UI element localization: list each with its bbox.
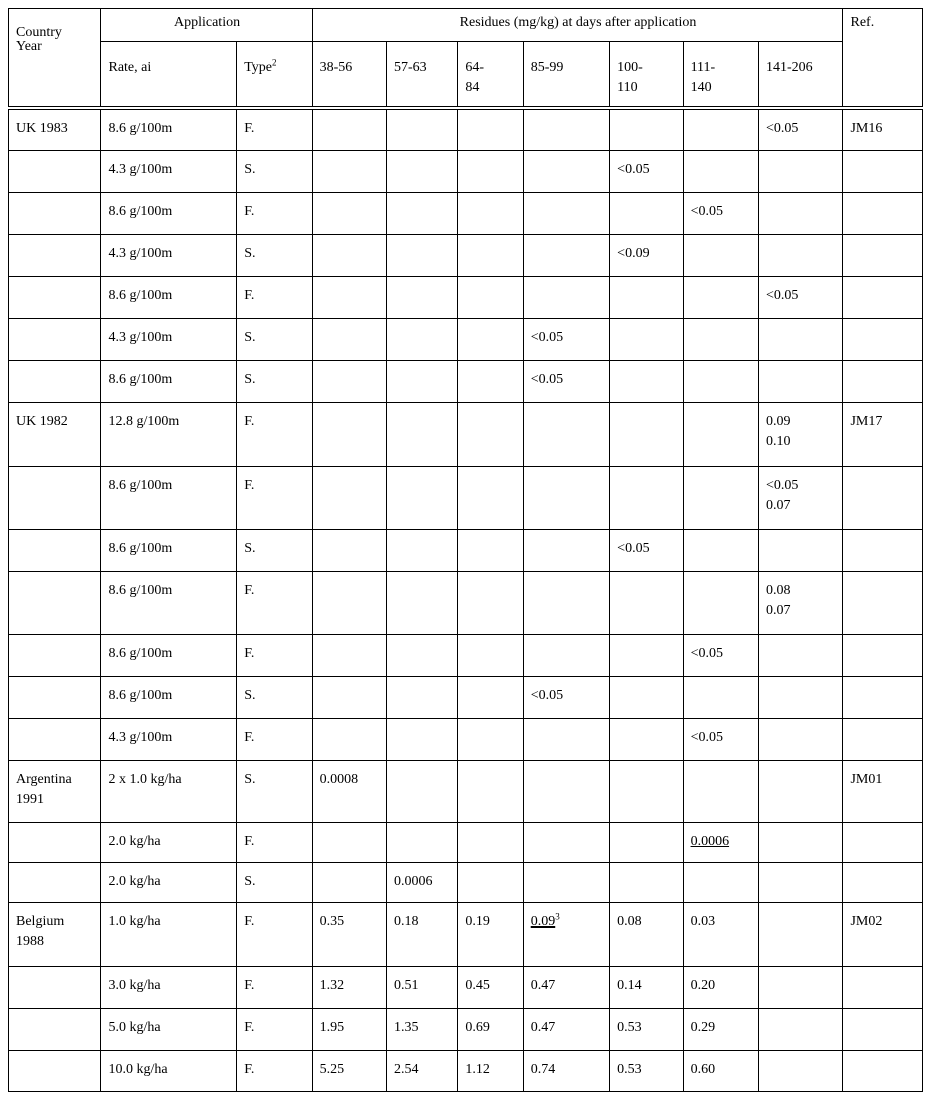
header-days-4: 100- 110 xyxy=(610,42,683,109)
cell-rate: 8.6 g/100m xyxy=(101,571,237,634)
cell-rate: 4.3 g/100m xyxy=(101,718,237,760)
cell-residue-100-110: 0.14 xyxy=(610,966,683,1008)
cell-rate: 12.8 g/100m xyxy=(101,402,237,466)
table-row xyxy=(9,150,923,192)
cell-residue-141-206 xyxy=(758,718,843,760)
cell-residue-85-99: 0.09$^3$ xyxy=(523,902,609,966)
cell-residue-100-110: <0.05 xyxy=(610,150,683,192)
cell-residue-100-110 xyxy=(610,571,683,634)
cell-residue-111-140 xyxy=(683,276,758,318)
table-row xyxy=(9,676,923,718)
cell-residue-100-110 xyxy=(610,276,683,318)
cell-residue-85-99 xyxy=(523,862,609,902)
cell-residue-38-56 xyxy=(312,676,386,718)
table-row xyxy=(9,234,923,276)
cell-residue-100-110 xyxy=(610,192,683,234)
cell-residue-100-110 xyxy=(610,634,683,676)
table-body xyxy=(9,108,923,1091)
cell-rate: 8.6 g/100m xyxy=(101,634,237,676)
cell-residue-85-99: <0.05 xyxy=(523,360,609,402)
cell-residue-38-56 xyxy=(312,529,386,571)
table-row xyxy=(9,318,923,360)
cell-residue-64-84 xyxy=(458,150,523,192)
cell-residue-57-63 xyxy=(387,571,458,634)
cell-type: S. xyxy=(237,862,312,902)
cell-ref xyxy=(843,822,923,862)
cell-type: S. xyxy=(237,529,312,571)
cell-type: F. xyxy=(237,966,312,1008)
header-days-1: 57-63 xyxy=(387,42,458,109)
cell-residue-57-63 xyxy=(387,760,458,822)
cell-ref xyxy=(843,1050,923,1091)
cell-rate: 2.0 kg/ha xyxy=(101,862,237,902)
cell-ref xyxy=(843,718,923,760)
header-residues: Residues (mg/kg) at days after application xyxy=(312,9,843,42)
header-type: Type$^2$ xyxy=(237,42,312,109)
cell-residue-141-206: 0.09 0.10 xyxy=(758,402,843,466)
cell-country-year: Belgium 1988 xyxy=(9,902,101,966)
cell-rate: 8.6 g/100m xyxy=(101,529,237,571)
cell-residue-57-63 xyxy=(387,150,458,192)
cell-residue-38-56: 5.25 xyxy=(312,1050,386,1091)
table-row xyxy=(9,1008,923,1050)
cell-residue-57-63: 2.54 xyxy=(387,1050,458,1091)
cell-residue-38-56 xyxy=(312,466,386,529)
cell-residue-64-84 xyxy=(458,571,523,634)
cell-residue-64-84: 0.19 xyxy=(458,902,523,966)
header-country-year: Country Year xyxy=(9,9,101,109)
cell-residue-111-140 xyxy=(683,318,758,360)
cell-residue-64-84 xyxy=(458,676,523,718)
cell-residue-64-84 xyxy=(458,318,523,360)
cell-rate: 8.6 g/100m xyxy=(101,108,237,150)
cell-residue-85-99: 0.47 xyxy=(523,1008,609,1050)
header-days-0: 38-56 xyxy=(312,42,386,109)
cell-type: F. xyxy=(237,571,312,634)
cell-residue-111-140: 0.20 xyxy=(683,966,758,1008)
cell-ref xyxy=(843,192,923,234)
cell-residue-57-63 xyxy=(387,676,458,718)
cell-country-year xyxy=(9,276,101,318)
cell-country-year xyxy=(9,634,101,676)
cell-residue-38-56: 0.0008 xyxy=(312,760,386,822)
cell-residue-111-140 xyxy=(683,234,758,276)
cell-country-year xyxy=(9,1008,101,1050)
cell-residue-141-206 xyxy=(758,192,843,234)
cell-residue-85-99 xyxy=(523,402,609,466)
cell-residue-38-56: 1.95 xyxy=(312,1008,386,1050)
cell-rate: 4.3 g/100m xyxy=(101,234,237,276)
cell-country-year xyxy=(9,822,101,862)
cell-residue-100-110: 0.53 xyxy=(610,1008,683,1050)
cell-residue-141-206 xyxy=(758,1050,843,1091)
cell-residue-64-84 xyxy=(458,718,523,760)
cell-residue-57-63: 0.0006 xyxy=(387,862,458,902)
cell-residue-85-99 xyxy=(523,822,609,862)
cell-type: F. xyxy=(237,1008,312,1050)
cell-country-year xyxy=(9,318,101,360)
cell-residue-111-140 xyxy=(683,676,758,718)
residue-table xyxy=(8,8,923,1092)
cell-residue-85-99 xyxy=(523,529,609,571)
cell-residue-111-140 xyxy=(683,862,758,902)
cell-ref xyxy=(843,529,923,571)
cell-residue-111-140 xyxy=(683,360,758,402)
cell-type: F. xyxy=(237,276,312,318)
header-days-2: 64- 84 xyxy=(458,42,523,109)
cell-residue-64-84: 0.45 xyxy=(458,966,523,1008)
table-row xyxy=(9,108,923,150)
cell-ref xyxy=(843,466,923,529)
cell-residue-64-84 xyxy=(458,402,523,466)
cell-residue-38-56 xyxy=(312,108,386,150)
cell-ref xyxy=(843,150,923,192)
cell-residue-38-56 xyxy=(312,402,386,466)
cell-residue-64-84 xyxy=(458,234,523,276)
header-days-5: 111- 140 xyxy=(683,42,758,109)
cell-residue-111-140 xyxy=(683,402,758,466)
cell-residue-57-63 xyxy=(387,192,458,234)
cell-residue-141-206 xyxy=(758,318,843,360)
cell-type: F. xyxy=(237,192,312,234)
cell-ref xyxy=(843,676,923,718)
cell-residue-111-140: <0.05 xyxy=(683,192,758,234)
cell-residue-100-110: <0.09 xyxy=(610,234,683,276)
cell-type: S. xyxy=(237,234,312,276)
header-ref: Ref. xyxy=(843,9,923,109)
cell-residue-85-99: <0.05 xyxy=(523,676,609,718)
cell-residue-141-206 xyxy=(758,902,843,966)
cell-residue-100-110: 0.53 xyxy=(610,1050,683,1091)
cell-residue-111-140 xyxy=(683,529,758,571)
table-row xyxy=(9,571,923,634)
cell-rate: 4.3 g/100m xyxy=(101,318,237,360)
cell-residue-85-99: 0.74 xyxy=(523,1050,609,1091)
cell-rate: 5.0 kg/ha xyxy=(101,1008,237,1050)
cell-residue-85-99: 0.47 xyxy=(523,966,609,1008)
cell-residue-57-63 xyxy=(387,466,458,529)
cell-type: S. xyxy=(237,760,312,822)
table-row xyxy=(9,822,923,862)
cell-rate: 8.6 g/100m xyxy=(101,276,237,318)
cell-residue-85-99 xyxy=(523,192,609,234)
cell-residue-38-56 xyxy=(312,862,386,902)
cell-ref xyxy=(843,1008,923,1050)
cell-residue-85-99 xyxy=(523,760,609,822)
cell-residue-85-99 xyxy=(523,571,609,634)
cell-residue-141-206 xyxy=(758,360,843,402)
cell-residue-141-206: <0.05 xyxy=(758,108,843,150)
cell-residue-111-140: 0.29 xyxy=(683,1008,758,1050)
cell-residue-38-56 xyxy=(312,276,386,318)
cell-residue-111-140 xyxy=(683,760,758,822)
cell-residue-38-56 xyxy=(312,634,386,676)
cell-rate: 8.6 g/100m xyxy=(101,676,237,718)
cell-residue-100-110 xyxy=(610,718,683,760)
table-row xyxy=(9,902,923,966)
cell-residue-111-140: <0.05 xyxy=(683,718,758,760)
cell-residue-64-84 xyxy=(458,360,523,402)
cell-rate: 8.6 g/100m xyxy=(101,360,237,402)
cell-type: S. xyxy=(237,676,312,718)
cell-residue-64-84 xyxy=(458,466,523,529)
cell-rate: 8.6 g/100m xyxy=(101,466,237,529)
cell-residue-141-206: <0.05 xyxy=(758,276,843,318)
table-row xyxy=(9,402,923,466)
cell-residue-111-140: <0.05 xyxy=(683,634,758,676)
cell-rate: 4.3 g/100m xyxy=(101,150,237,192)
cell-residue-85-99 xyxy=(523,150,609,192)
cell-residue-111-140: 0.0006 xyxy=(683,822,758,862)
header-application: Application xyxy=(101,9,312,42)
cell-ref: JM02 xyxy=(843,902,923,966)
table-row xyxy=(9,360,923,402)
cell-residue-64-84: 0.69 xyxy=(458,1008,523,1050)
cell-ref: JM16 xyxy=(843,108,923,150)
table-row xyxy=(9,529,923,571)
cell-residue-111-140: 0.60 xyxy=(683,1050,758,1091)
cell-residue-141-206: 0.08 0.07 xyxy=(758,571,843,634)
cell-residue-100-110: 0.08 xyxy=(610,902,683,966)
header-days-6: 141-206 xyxy=(758,42,843,109)
cell-residue-141-206 xyxy=(758,862,843,902)
cell-residue-141-206 xyxy=(758,822,843,862)
table-row xyxy=(9,862,923,902)
cell-residue-38-56 xyxy=(312,150,386,192)
cell-residue-38-56 xyxy=(312,360,386,402)
cell-residue-111-140 xyxy=(683,466,758,529)
cell-residue-141-206 xyxy=(758,966,843,1008)
cell-residue-57-63 xyxy=(387,529,458,571)
cell-country-year xyxy=(9,529,101,571)
cell-residue-100-110 xyxy=(610,402,683,466)
cell-residue-38-56 xyxy=(312,822,386,862)
cell-residue-100-110 xyxy=(610,466,683,529)
cell-residue-85-99 xyxy=(523,108,609,150)
cell-residue-100-110 xyxy=(610,318,683,360)
cell-country-year xyxy=(9,150,101,192)
cell-type: F. xyxy=(237,108,312,150)
cell-residue-141-206 xyxy=(758,760,843,822)
table-row xyxy=(9,634,923,676)
cell-country-year xyxy=(9,466,101,529)
cell-residue-85-99 xyxy=(523,276,609,318)
cell-residue-38-56: 1.32 xyxy=(312,966,386,1008)
cell-residue-64-84 xyxy=(458,276,523,318)
cell-residue-64-84 xyxy=(458,108,523,150)
cell-residue-141-206 xyxy=(758,150,843,192)
cell-residue-141-206 xyxy=(758,634,843,676)
cell-type: S. xyxy=(237,150,312,192)
cell-residue-141-206 xyxy=(758,529,843,571)
cell-type: F. xyxy=(237,822,312,862)
cell-residue-57-63 xyxy=(387,318,458,360)
cell-residue-64-84: 1.12 xyxy=(458,1050,523,1091)
cell-residue-141-206: <0.05 0.07 xyxy=(758,466,843,529)
table-row xyxy=(9,966,923,1008)
cell-ref xyxy=(843,634,923,676)
cell-residue-57-63 xyxy=(387,108,458,150)
cell-residue-85-99: <0.05 xyxy=(523,318,609,360)
cell-residue-85-99 xyxy=(523,634,609,676)
cell-residue-100-110 xyxy=(610,822,683,862)
cell-residue-64-84 xyxy=(458,192,523,234)
cell-residue-57-63 xyxy=(387,822,458,862)
cell-residue-100-110 xyxy=(610,360,683,402)
cell-country-year xyxy=(9,192,101,234)
cell-country-year xyxy=(9,360,101,402)
cell-residue-64-84 xyxy=(458,634,523,676)
cell-country-year: Argentina 1991 xyxy=(9,760,101,822)
cell-residue-111-140 xyxy=(683,150,758,192)
cell-residue-111-140 xyxy=(683,571,758,634)
cell-residue-57-63 xyxy=(387,276,458,318)
table-row xyxy=(9,192,923,234)
table-row xyxy=(9,718,923,760)
cell-ref xyxy=(843,360,923,402)
cell-type: S. xyxy=(237,318,312,360)
cell-type: F. xyxy=(237,634,312,676)
cell-ref: JM17 xyxy=(843,402,923,466)
cell-ref xyxy=(843,862,923,902)
cell-residue-111-140 xyxy=(683,108,758,150)
cell-country-year xyxy=(9,1050,101,1091)
cell-residue-57-63 xyxy=(387,360,458,402)
table-row xyxy=(9,760,923,822)
cell-ref: JM01 xyxy=(843,760,923,822)
cell-ref xyxy=(843,571,923,634)
cell-residue-38-56: 0.35 xyxy=(312,902,386,966)
cell-country-year xyxy=(9,718,101,760)
cell-country-year xyxy=(9,234,101,276)
cell-ref xyxy=(843,318,923,360)
cell-ref xyxy=(843,966,923,1008)
cell-residue-141-206 xyxy=(758,234,843,276)
cell-residue-100-110 xyxy=(610,108,683,150)
table-row xyxy=(9,276,923,318)
cell-type: F. xyxy=(237,466,312,529)
cell-residue-100-110 xyxy=(610,676,683,718)
cell-residue-57-63 xyxy=(387,402,458,466)
cell-residue-57-63 xyxy=(387,234,458,276)
cell-rate: 2.0 kg/ha xyxy=(101,822,237,862)
cell-residue-64-84 xyxy=(458,529,523,571)
cell-residue-57-63: 0.18 xyxy=(387,902,458,966)
cell-rate: 1.0 kg/ha xyxy=(101,902,237,966)
header-rate: Rate, ai xyxy=(101,42,237,109)
cell-country-year xyxy=(9,676,101,718)
cell-type: F. xyxy=(237,718,312,760)
cell-residue-85-99 xyxy=(523,466,609,529)
cell-residue-38-56 xyxy=(312,571,386,634)
cell-type: F. xyxy=(237,902,312,966)
cell-country-year xyxy=(9,571,101,634)
cell-country-year: UK 1983 xyxy=(9,108,101,150)
cell-residue-38-56 xyxy=(312,234,386,276)
cell-residue-57-63: 0.51 xyxy=(387,966,458,1008)
cell-rate: 10.0 kg/ha xyxy=(101,1050,237,1091)
cell-residue-85-99 xyxy=(523,234,609,276)
table-row xyxy=(9,466,923,529)
cell-residue-64-84 xyxy=(458,760,523,822)
header-days-3: 85-99 xyxy=(523,42,609,109)
cell-residue-38-56 xyxy=(312,318,386,360)
cell-country-year xyxy=(9,966,101,1008)
cell-residue-38-56 xyxy=(312,192,386,234)
cell-residue-57-63 xyxy=(387,634,458,676)
cell-residue-64-84 xyxy=(458,862,523,902)
cell-residue-141-206 xyxy=(758,1008,843,1050)
cell-type: F. xyxy=(237,1050,312,1091)
cell-residue-141-206 xyxy=(758,676,843,718)
cell-residue-38-56 xyxy=(312,718,386,760)
cell-rate: 3.0 kg/ha xyxy=(101,966,237,1008)
cell-residue-57-63: 1.35 xyxy=(387,1008,458,1050)
cell-type: F. xyxy=(237,402,312,466)
cell-residue-57-63 xyxy=(387,718,458,760)
cell-rate: 2 x 1.0 kg/ha xyxy=(101,760,237,822)
cell-residue-100-110: <0.05 xyxy=(610,529,683,571)
cell-residue-64-84 xyxy=(458,822,523,862)
cell-residue-111-140: 0.03 xyxy=(683,902,758,966)
cell-residue-100-110 xyxy=(610,862,683,902)
cell-residue-100-110 xyxy=(610,760,683,822)
table-row xyxy=(9,1050,923,1091)
cell-ref xyxy=(843,234,923,276)
cell-rate: 8.6 g/100m xyxy=(101,192,237,234)
cell-residue-85-99 xyxy=(523,718,609,760)
cell-type: S. xyxy=(237,360,312,402)
cell-ref xyxy=(843,276,923,318)
cell-country-year xyxy=(9,862,101,902)
cell-country-year: UK 1982 xyxy=(9,402,101,466)
